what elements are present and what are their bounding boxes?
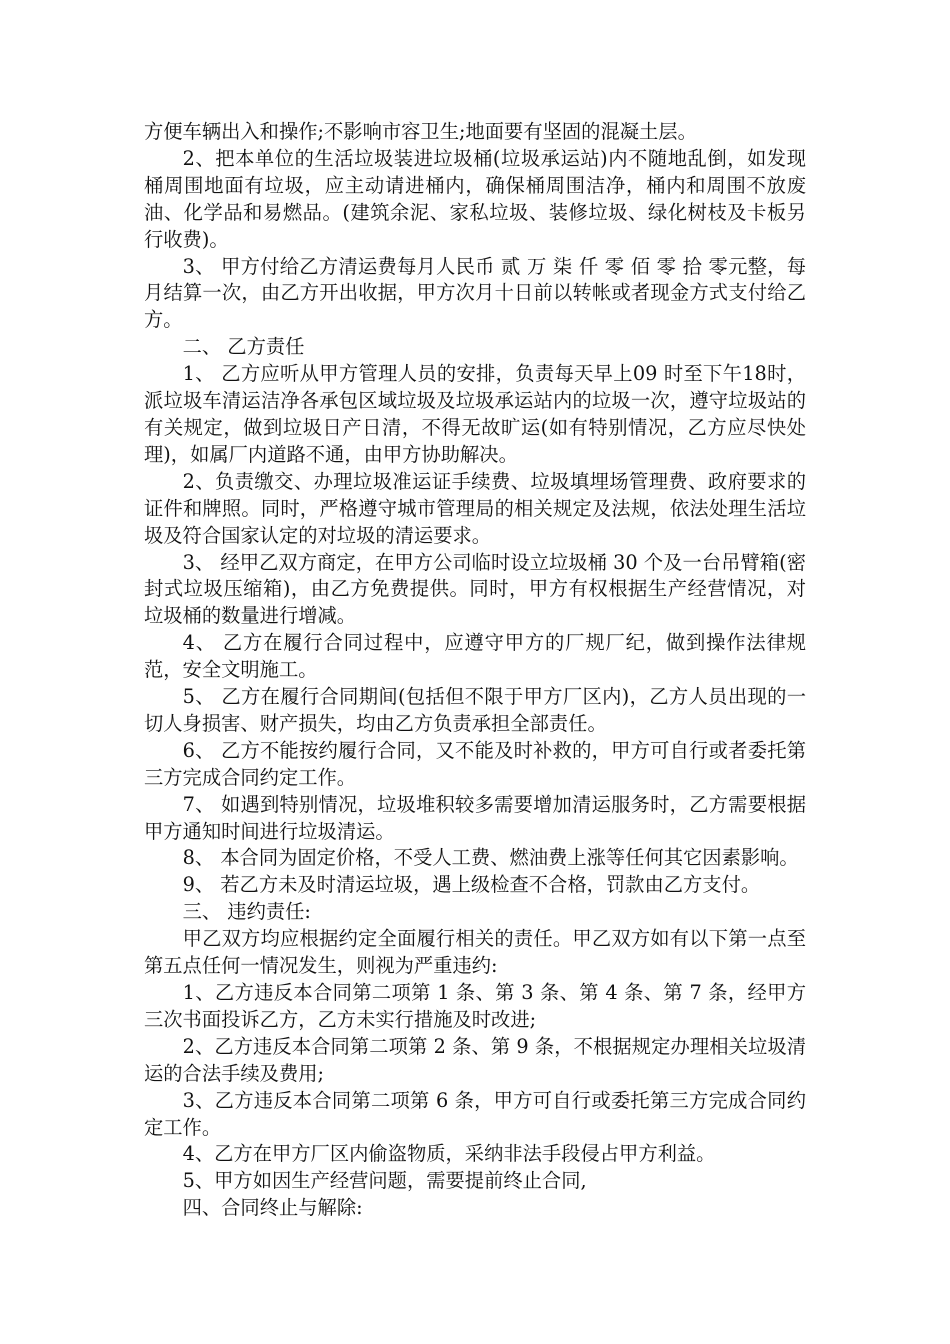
paragraph-16: 1、乙方违反本合同第二项第 1 条、第 3 条、第 4 条、第 7 条，经甲方三次书面投诉乙方，乙方未实行措施及时改进; [144,981,806,1031]
paragraph-8: 4、 乙方在履行合同过程中，应遵守甲方的厂规厂纪，做到操作法律规范，安全文明施工。 [144,631,806,682]
paragraph-20: 5、甲方如因生产经营问题，需要提前终止合同, [182,1169,587,1193]
paragraph-12: 8、 本合同为固定价格，不受人工费、燃油费上涨等任何其它因素影响。 [182,846,799,870]
paragraph-6: 2、负责缴交、办理垃圾准运证手续费、垃圾填埋场管理费、政府要求的证件和牌照。同时，严格遵守城市管理局的相关规定及法规，依法处理生活垃圾及符合国家认定的对垃圾的清运要求。 [144,469,806,547]
section-heading-3: 三、 违约责任: [182,900,311,924]
paragraph-18: 3、乙方违反本合同第二项第 6 条，甲方可自行或委托第三方完成合同约定工作。 [144,1088,806,1139]
paragraph-10: 6、 乙方不能按约履行合同，又不能及时补救的，甲方可自行或者委托第三方完成合同约定工作。 [144,738,806,789]
section-heading-4: 四、合同终止与解除: [182,1196,363,1220]
paragraph-17: 2、乙方违反本合同第二项第 2 条、第 9 条，不根据规定办理相关垃圾清运的合法手续及费用; [144,1034,806,1085]
paragraph-19: 4、乙方在甲方厂区内偷盗物质，采纳非法手段侵占甲方利益。 [182,1142,716,1166]
paragraph-7: 3、 经甲乙双方商定，在甲方公司临时设立垃圾桶 30 个及一台吊臂箱(密封式垃圾压缩箱)，由乙方免费提供。同时，甲方有权根据生产经营情况，对垃圾桶的数量进行增减。 [144,550,806,628]
paragraph-11: 7、 如遇到特别情况，垃圾堆积较多需要增加清运服务时，乙方需要根据甲方通知时间进行垃圾清运。 [144,792,806,843]
document-body [144,119,806,1222]
paragraph-3: 3、 甲方付给乙方清运费每月人民币 贰 万 柒 仟 零 佰 零 拾 零元整，每月结算一次，由乙方开出收据，甲方次月十日前以转帐或者现金方式支付给乙方。 [144,254,806,332]
paragraph-15: 甲乙双方均应根据约定全面履行相关的责任。甲乙双方如有以下第一点至第五点任何一情况发生，则视为严重违约: [144,927,806,978]
paragraph-1: 方便车辆出入和操作;不影响市容卫生;地面要有坚固的混凝土层。 [144,120,697,143]
section-heading-2: 二、 乙方责任 [182,335,305,359]
paragraph-2: 2、把本单位的生活垃圾装进垃圾桶(垃圾承运站)内不随地乱倒，如发现桶周围地面有垃圾，应主动请进桶内，确保桶周围洁净，桶内和周围不放废油、化学品和易燃品。(建筑余泥、家私垃圾、装修垃圾、绿化树枝及卡板另行收费)。 [144,146,806,251]
paragraph-5: 1、 乙方应听从甲方管理人员的安排，负责每天早上09 时至下午18时，派垃圾车清运洁净各承包区域垃圾及垃圾承运站内的垃圾一次，遵守垃圾站的有关规定，做到垃圾日产日清，不得无故旷运(如有特别情况，乙方应尽快处理)，如属厂内道路不通，由甲方协助解决。 [144,362,806,466]
paragraph-13: 9、 若乙方未及时清运垃圾，遇上级检查不合格，罚款由乙方支付。 [182,873,761,897]
paragraph-9: 5、 乙方在履行合同期间(包括但不限于甲方厂区内)，乙方人员出现的一切人身损害、财产损失，均由乙方负责承担全部责任。 [144,685,806,735]
